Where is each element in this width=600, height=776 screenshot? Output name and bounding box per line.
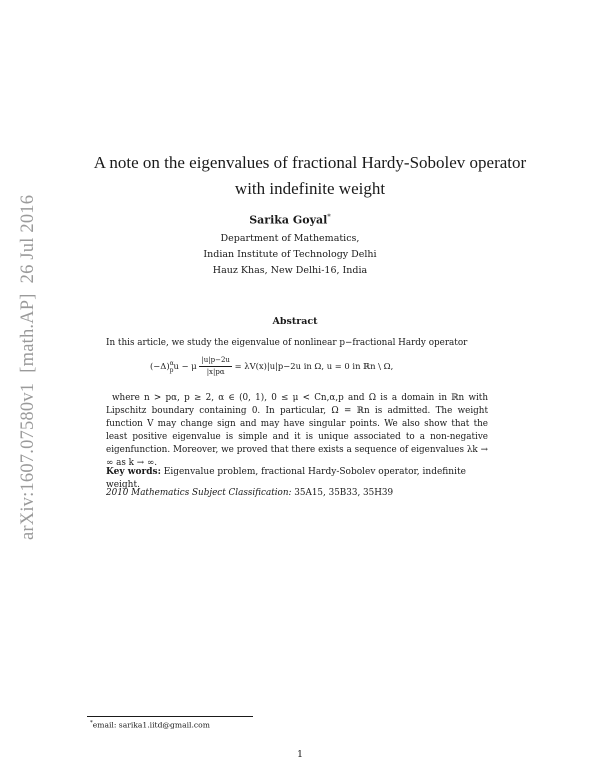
arxiv-date: 26 Jul 2016 <box>18 194 38 284</box>
affiliation-institute: Indian Institute of Technology Delhi <box>203 249 377 260</box>
footnote-rule <box>87 716 253 717</box>
abstract-heading: Abstract <box>272 316 318 327</box>
equation-lhs-mid: u − μ <box>173 361 197 371</box>
title-line-1: A note on the eigenvalues of fractional Hardy-Sobolev operator <box>93 153 527 172</box>
main-equation <box>150 355 393 378</box>
msc-label: 2010 Mathematics Subject Classification: <box>106 488 292 498</box>
footnote <box>90 720 210 730</box>
equation-fraction-numerator: |u|p−2u <box>199 355 232 367</box>
title-line-2: with indefinite weight <box>234 179 386 198</box>
keywords-text: Eigenvalue problem, fractional Hardy-Sobolev operator, indefinite weight. <box>106 467 466 490</box>
paper-title <box>60 150 560 202</box>
author-name <box>150 213 430 227</box>
equation-rhs: = λV(x)|u|p−2u in Ω, u = 0 in ℝn \ Ω, <box>234 361 394 371</box>
author-footnote-mark: * <box>327 213 331 221</box>
arxiv-identifier-stamp <box>18 185 39 540</box>
page-number: 1 <box>296 749 304 760</box>
equation-fraction <box>199 355 232 378</box>
arxiv-id: arXiv:1607.07580v1 <box>18 382 38 540</box>
keywords-label: Key words: <box>106 467 161 477</box>
equation-lhs-sup: α <box>169 360 174 368</box>
equation-lhs-sub: p <box>169 366 174 374</box>
msc-classification <box>106 487 488 500</box>
equation-fraction-denominator: |x|pα <box>206 368 225 376</box>
footnote-mark: * <box>90 720 93 726</box>
affiliation <box>150 231 430 279</box>
msc-codes: 35A15, 35B33, 35H39 <box>294 488 394 498</box>
footnote-text: email: sarika1.iitd@gmail.com <box>92 720 210 730</box>
author-name-text: Sarika Goyal <box>249 213 328 227</box>
affiliation-address: Hauz Khas, New Delhi-16, India <box>212 265 368 276</box>
abstract-intro: In this article, we study the eigenvalue of nonlinear p−fractional Hardy operator <box>106 338 468 348</box>
abstract-body: where n > pα, p ≥ 2, α ∈ (0, 1), 0 ≤ μ < Cn,α,p and Ω is a domain in ℝn with Lipschitz boundary containing 0. In particular, Ω = ℝn is admitted. The weight function V may change sign and may have singular points. We also show that the least positive eigenvalue is simple and it is unique associated to a non-negative eigenfunction. Moreover, we proved that there exists a sequence of eigenvalues λk → ∞ as k → ∞. <box>106 393 488 468</box>
equation-lhs-start: (−Δ) <box>150 361 170 371</box>
affiliation-department: Department of Mathematics, <box>220 233 360 244</box>
arxiv-category: [math.AP] <box>18 293 38 373</box>
